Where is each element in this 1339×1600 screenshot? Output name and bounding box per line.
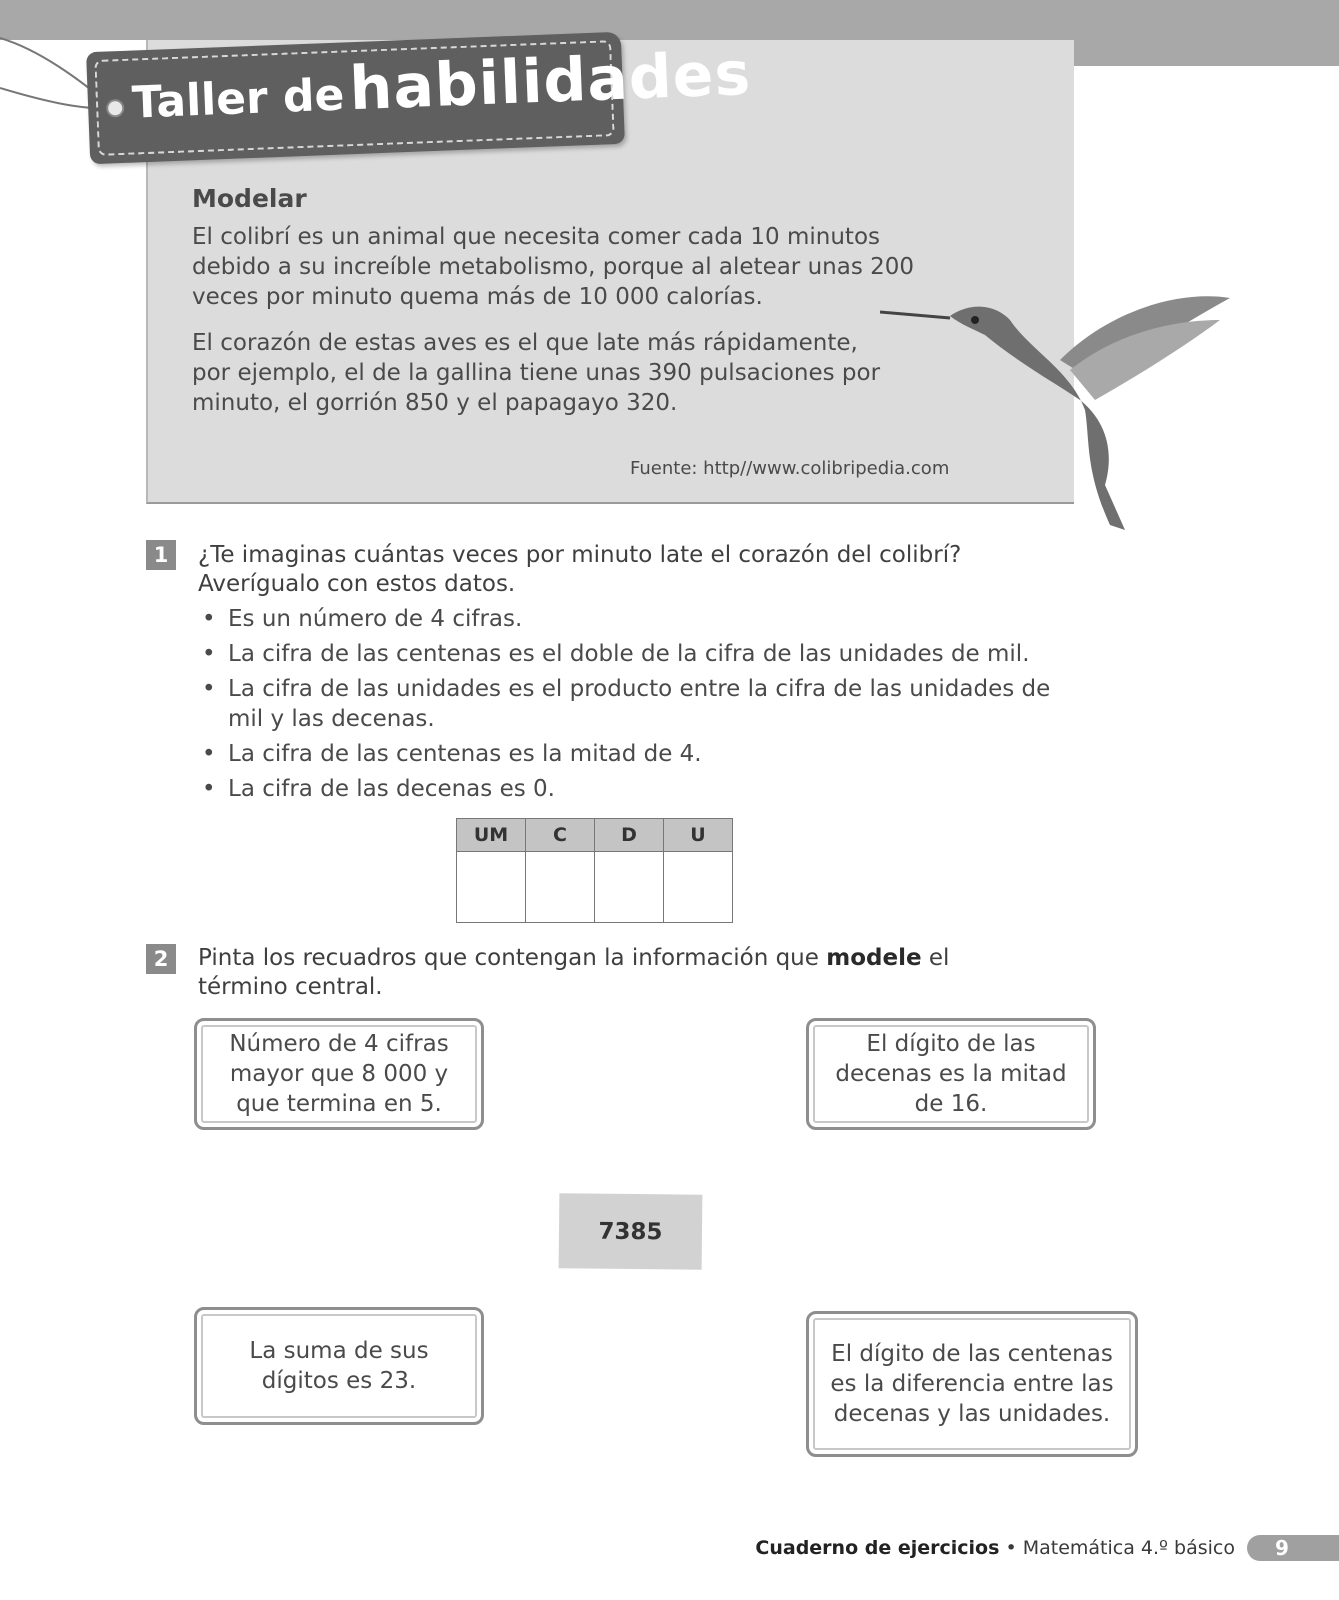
list-item (198, 774, 1058, 804)
clue-text: La cifra de las unidades es el producto entre la cifra de las unidades de mil y las decenas. (228, 676, 1051, 732)
hummingbird-photo (880, 290, 1240, 540)
header-c: C (526, 819, 595, 852)
list-item (198, 639, 1058, 669)
bullet-icon: • (202, 606, 216, 632)
section-tag (86, 32, 753, 164)
page-number: 9 (1247, 1535, 1339, 1561)
clue-text: La cifra de las centenas es la mitad de 4. (228, 741, 702, 767)
footer-book: Cuaderno de ejercicios (755, 1537, 1000, 1559)
question2-prompt (198, 944, 949, 1002)
answer-cell-um[interactable] (457, 852, 526, 923)
place-value-table (456, 818, 733, 923)
footer-text (755, 1537, 1235, 1559)
clue-text: Es un número de 4 cifras. (228, 606, 523, 632)
bullet-icon: • (202, 741, 216, 767)
page-footer (755, 1534, 1339, 1562)
question1-prompt (198, 541, 961, 599)
tag-title-part1: Taller de (131, 69, 346, 129)
bullet-icon: • (202, 641, 216, 667)
clue-list (198, 604, 1058, 809)
list-item (198, 604, 1058, 634)
question2-bold-term: modele (826, 945, 922, 971)
answer-cell-u[interactable] (664, 852, 733, 923)
footer-separator: • (1005, 1537, 1017, 1559)
source-citation: Fuente: http//www.colibripedia.com (630, 458, 950, 479)
option-card-1[interactable]: Número de 4 cifras mayor que 8 000 y que termina en 5. (194, 1018, 484, 1130)
bullet-icon: • (202, 776, 216, 802)
option-card-2[interactable]: El dígito de las decenas es la mitad de 16. (806, 1018, 1096, 1130)
footer-subject: Matemática 4.º básico (1022, 1537, 1235, 1559)
clue-text: La cifra de las decenas es 0. (228, 776, 555, 802)
question2-line2: término central. (198, 974, 383, 1000)
header-um: UM (457, 819, 526, 852)
intro-paragraph-2: El corazón de estas aves es el que late más rápidamente, por ejemplo, el de la gallina tiene unas 390 pulsaciones por minuto, el gorrión 850 y el papagayo 320. (192, 330, 881, 416)
list-item (198, 674, 1058, 734)
question1-line2: Averígualo con estos datos. (198, 571, 516, 597)
question-number-2: 2 (146, 944, 176, 974)
list-item (198, 739, 1058, 769)
clue-text: La cifra de las centenas es el doble de la cifra de las unidades de mil. (228, 641, 1030, 667)
intro-paragraph-1: El colibrí es un animal que necesita comer cada 10 minutos debido a su increíble metabolismo, porque al aletear unas 200 veces por minuto quema más de 10 000 calorías. (192, 224, 915, 310)
question2-text-b: el (921, 945, 950, 971)
tag-title-part2: habilidades (348, 38, 753, 125)
question-number-1: 1 (146, 540, 176, 570)
bullet-icon: • (202, 676, 216, 702)
header-d: D (595, 819, 664, 852)
option-card-3[interactable]: La suma de sus dígitos es 23. (194, 1307, 484, 1425)
question1-line1: ¿Te imaginas cuántas veces por minuto late el corazón del colibrí? (198, 542, 962, 568)
answer-cell-c[interactable] (526, 852, 595, 923)
modelar-heading: Modelar (192, 184, 307, 213)
answer-cell-d[interactable] (595, 852, 664, 923)
option-card-4[interactable]: El dígito de las centenas es la diferencia entre las decenas y las unidades. (806, 1311, 1138, 1457)
question2-line1 (198, 944, 949, 973)
central-term: 7385 (559, 1193, 703, 1269)
question2-text-a: Pinta los recuadros que contengan la información que (198, 945, 827, 971)
header-u: U (664, 819, 733, 852)
